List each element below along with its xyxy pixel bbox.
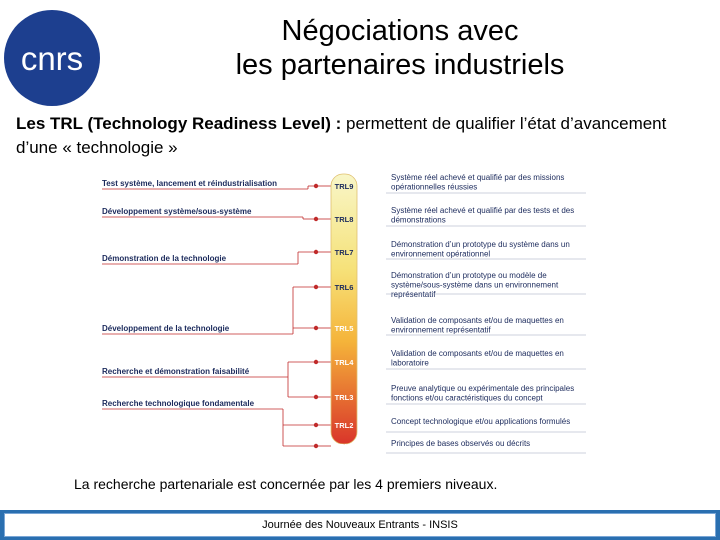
intro-text [16,112,706,160]
trl-description: Principes de bases observés ou décrits [391,439,531,448]
trl-label: TRL3 [334,393,354,402]
trl-description: Concept technologique et/ou applications formulés [391,417,571,426]
trl-description: Système réel achevé et qualifié par des tests et des démonstrations [391,206,575,225]
trl-diagram [96,166,596,461]
trl-description: Système réel achevé et qualifié par des missions opérationnelles réussies [391,173,565,192]
title-line-2: les partenaires industriels [235,49,565,81]
connector-lines [102,184,331,448]
phase-label: Démonstration de la technologie [102,254,227,263]
cnrs-logo [2,8,102,108]
trl-label: TRL5 [334,324,354,333]
trl-label: TRL9 [334,182,354,191]
trl-description: Démonstration d’un prototype du système dans un environnement opérationnel [391,240,570,259]
trl-phases [102,179,277,408]
trl-label: TRL4 [334,358,354,367]
phase-label: Recherche technologique fondamentale [102,399,255,408]
trl-description: Validation de composants et/ou de maquettes en environnement représentatif [391,316,564,335]
trl-description: Preuve analytique ou expérimentale des principales fonctions et/ou caractéristiques du concept [391,384,575,403]
trl-levels [335,173,586,453]
phase-label: Développement de la technologie [102,324,230,333]
intro-rest: permettent de qualifier l’état d’avancement d’une « technologie » [16,114,667,157]
trl-label: TRL2 [334,421,354,430]
footer-text: Journée des Nouveaux Entrants - INSIS [4,513,716,537]
intro-bold: Les TRL (Technology Readiness Level) : [16,114,342,133]
trl-label: TRL1 [334,442,354,451]
page-title [150,14,650,82]
footer-bar [0,510,720,540]
title-line-1: Négociations avec [281,15,519,47]
phase-label: Développement système/sous-système [102,207,252,216]
trl-label: TRL7 [334,248,354,257]
phase-label: Test système, lancement et réindustrialisation [102,179,278,188]
caption: La recherche partenariale est concernée par les 4 premiers niveaux. [74,476,498,492]
trl-label: TRL6 [334,283,354,292]
trl-description: Validation de composants et/ou de maquettes en laboratoire [391,349,564,368]
svg-text:cnrs: cnrs [20,40,84,77]
trl-label: TRL8 [334,215,354,224]
phase-label: Recherche et démonstration faisabilité [102,367,250,376]
trl-description: Démonstration d’un prototype ou modèle de système/sous-système dans un environnement représentatif [391,271,559,299]
